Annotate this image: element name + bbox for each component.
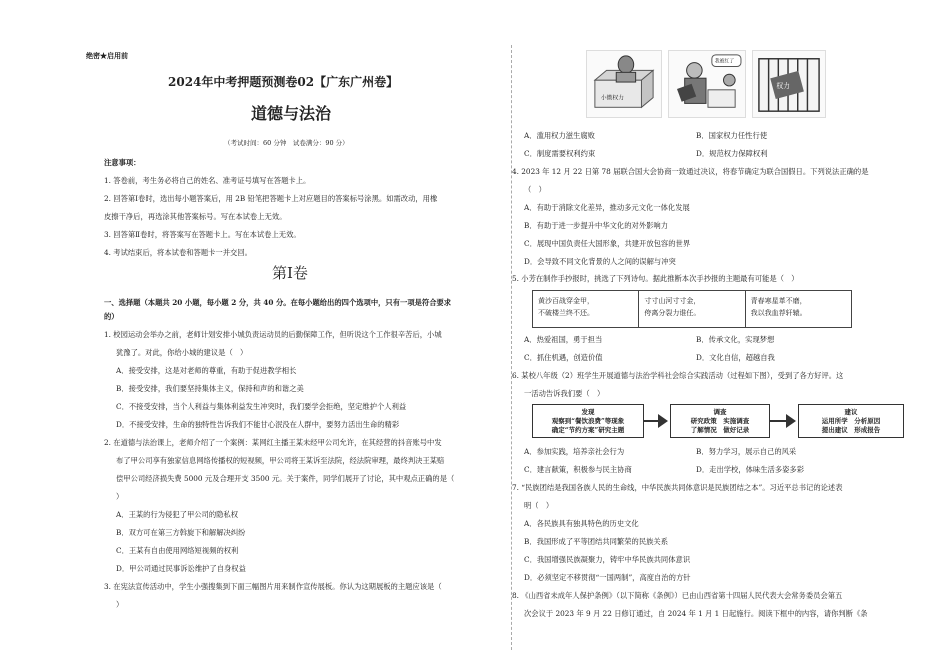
note-line: 1. 答卷前，考生务必将自己的姓名、准考证号填写在答题卡上。 (104, 176, 311, 185)
poem-line: 黄沙百战穿金甲， (538, 297, 594, 305)
poem-line: 不破楼兰终不还。 (538, 309, 594, 317)
flow-step-title: 建议 (844, 408, 858, 416)
secret-label: 绝密★启用前 (86, 51, 128, 60)
option-line: C．建言献策，积极参与民主协商 (524, 465, 632, 474)
option-line: C．抓住机遇，创造价值 (524, 353, 603, 362)
flow-step-line: 了解情况 做好记录 (690, 426, 750, 434)
poem-cell (746, 291, 851, 327)
option-line: B．国家权力任性行使 (696, 131, 768, 140)
flow-step-suggest (798, 404, 904, 438)
flow-step-line: 研究政策 实施调查 (690, 417, 750, 425)
option-line: C．展现中国负责任大国形象，共建开放包容的世界 (524, 239, 691, 248)
question-line: 5. 小芳在制作手抄报时，挑选了下列诗句。据此推断本次手抄报的主题最有可能是（ ） (512, 274, 799, 283)
option-line: A．参加实践，培养亲社会行为 (524, 447, 625, 456)
section-heading-cont: 的） (104, 312, 119, 321)
note-line: 4. 考试结束后，将本试卷和答题卡一并交回。 (104, 248, 252, 257)
option-line: D．不接受安排，生命的独特性告诉我们不能甘心泯没在人群中，要努力活出生命的精彩 (116, 420, 400, 429)
option-line: A．滥用权力滋生腐败 (524, 131, 595, 140)
option-line: D．文化自信，超越自我 (696, 353, 775, 362)
option-line: B．我国形成了平等团结共同繁荣的民族关系 (524, 537, 669, 546)
flow-step-line: 观察到“餐饮浪费”等现象 (551, 417, 625, 425)
poem-line: 侉离分裂力谁任。 (644, 309, 701, 317)
note-line: 皮擦干净后，再选涂其他答案标号。写在本试卷上无效。 (104, 212, 287, 221)
option-line: C．我国增强民族凝聚力，铸牢中华民族共同体意识 (524, 555, 691, 564)
flow-step-line: 提出建议 形成报告 (821, 426, 881, 434)
question-line: 6. 某校八年级（2）班学生开展道德与法治学科社会综合实践活动（过程如下图），受到了各方好评。这 (512, 371, 844, 380)
notes-title: 注意事项： (104, 158, 141, 167)
poem-table (532, 290, 852, 328)
option-line: A．接受安排，这是对老师的尊重，有助于促进教学相长 (116, 366, 297, 375)
cartoon-caption: 权力 (776, 81, 790, 90)
poem-cell (533, 291, 639, 327)
option-line: C．王某有自由使用网络短视频的权利 (116, 546, 239, 555)
flow-step-line: 运用所学 分析原因 (821, 417, 881, 425)
question-line: 次会议于 2023 年 9 月 22 日修订通过，自 2024 年 1 月 1 日起施行。阅读下框中的内容，请你判断《条 (524, 609, 868, 618)
question-line: ） (116, 492, 124, 501)
note-line: 3. 回答第Ⅱ卷时，将答案写在答题卡上。写在本试卷上无效。 (104, 230, 301, 239)
option-line: D．规范权力保障权利 (696, 149, 768, 158)
poem-cell (639, 291, 745, 327)
note-line: 2. 回答第Ⅰ卷时，选出每小题答案后，用 2B 铅笔把答题卡上对应题目的答案标号涂黑。如需改动，用橡 (104, 194, 438, 203)
question-line: 偿甲公司经济损失费 5000 元及合理开支 3500 元。关于案件，同学们展开了讨论，其中观点正确的是（ (116, 474, 455, 483)
option-line: D．会导致不同文化背景的人之间的误解与冲突 (524, 257, 676, 266)
option-line: B．传承文化，实现梦想 (696, 335, 775, 344)
poem-line: 青春寒星革不磨， (750, 297, 807, 305)
question-line: 4. 2023 年 12 月 22 日第 78 届联合国大会协商一致通过决议，将春节确定为联合国假日。下列说法正确的是 (512, 167, 869, 176)
cartoon-caption: 我被红了 (714, 58, 735, 65)
cartoon-cage-image (752, 50, 826, 118)
subject-title: 道德与法治 (251, 104, 332, 123)
section-heading: 一、选择题（本题共 20 小题，每小题 2 分，共 40 分。在每小题给出的四个选项中，只有一项是符合要求 (104, 298, 452, 307)
poem-line: 我以我血荐轩辕。 (750, 309, 807, 317)
flow-step-title: 调查 (713, 408, 727, 416)
question-line: 布了甲公司享有独家信息网络传播权的短视频，甲公司将王某诉至法院，经法院审理，最终判决王某赔 (116, 456, 445, 465)
question-line: 2. 在道德与法治课上，老师介绍了一个案例：某网红主播王某未经甲公司允许，在其经营的抖音账号中发 (104, 438, 442, 447)
option-line: A．热爱祖国，勇于担当 (524, 335, 603, 344)
flow-step-title: 发现 (581, 408, 595, 416)
question-line: 8. 《山西省未成年人保护条例》（以下简称《条例》）已由山西省第十四届人民代表大会常务委员会第五 (512, 591, 843, 600)
option-line: A．有助于消除文化差异，推动多元文化一体化发展 (524, 203, 690, 212)
process-flowchart (532, 404, 912, 440)
cartoon-power-box-image (586, 50, 662, 118)
flow-step-line: 确定“节约方案”研究主题 (551, 426, 625, 434)
question-line: 一活动告诉我们要（ ） (524, 389, 605, 398)
flow-arrow-icon (786, 414, 796, 428)
option-line: A．各民族具有独具特色的历史文化 (524, 519, 639, 528)
option-line: C．不接受安排，当个人利益与集体利益发生冲突时，我们要学会拒绝，坚定维护个人利益 (116, 402, 407, 411)
question-line: 1. 校园运动会举办之前，老师计划安排小城负责运动员的后勤保障工作，但听说这个工作很辛苦后，小城 (104, 330, 442, 339)
option-line: A．王某的行为侵犯了甲公司的隐私权 (116, 510, 239, 519)
volume-title: 第Ⅰ卷 (272, 264, 308, 282)
option-line: C．制度需要权利约束 (524, 149, 596, 158)
option-line: B．双方可在第三方斡旋下和解解决纠纷 (116, 528, 246, 537)
column-divider (511, 45, 512, 650)
question-line: 7. “民族团结是我国各族人民的生命线，中华民族共同体意识是民族团结之本”。习近平总书记的论述表 (512, 483, 843, 492)
option-line: B．接受安排，我们要坚持集体主义，保持和声的和谐之美 (116, 384, 304, 393)
option-line: D．甲公司通过民事诉讼维护了自身权益 (116, 564, 246, 573)
flow-step-discover (532, 404, 644, 438)
question-line: 明（ ） (524, 501, 554, 510)
cartoon-caption: 小微权力 (600, 95, 624, 102)
poem-line: 寸寸山河寸寸金， (644, 297, 701, 305)
option-line: B．有助于进一步提升中华文化的对外影响力 (524, 221, 669, 230)
option-line: D．必须坚定不移贯彻“一国两制”，高度自治的方针 (524, 573, 691, 582)
flow-arrow-icon (658, 414, 668, 428)
cartoon-official-image (668, 50, 746, 118)
option-line: D．走出学校，体味生活多姿多彩 (696, 465, 805, 474)
question-line: 犹豫了。对此，你给小城的建议是（ ） (116, 348, 248, 357)
option-line: B．努力学习，展示自己的风采 (696, 447, 797, 456)
question-line: 3. 在宪法宣传活动中，学生小强搜集到下面三幅图片用来制作宣传展板。你认为这期展板的主题应该是（ (104, 582, 442, 591)
exam-title: 2024年中考押题预测卷02【广东广州卷】 (168, 75, 399, 89)
flow-step-investigate (670, 404, 770, 438)
question-line: （ ） (524, 185, 546, 194)
exam-meta: （考试时间：60 分钟 试卷满分：90 分） (224, 139, 349, 147)
question-line: ） (116, 600, 124, 609)
